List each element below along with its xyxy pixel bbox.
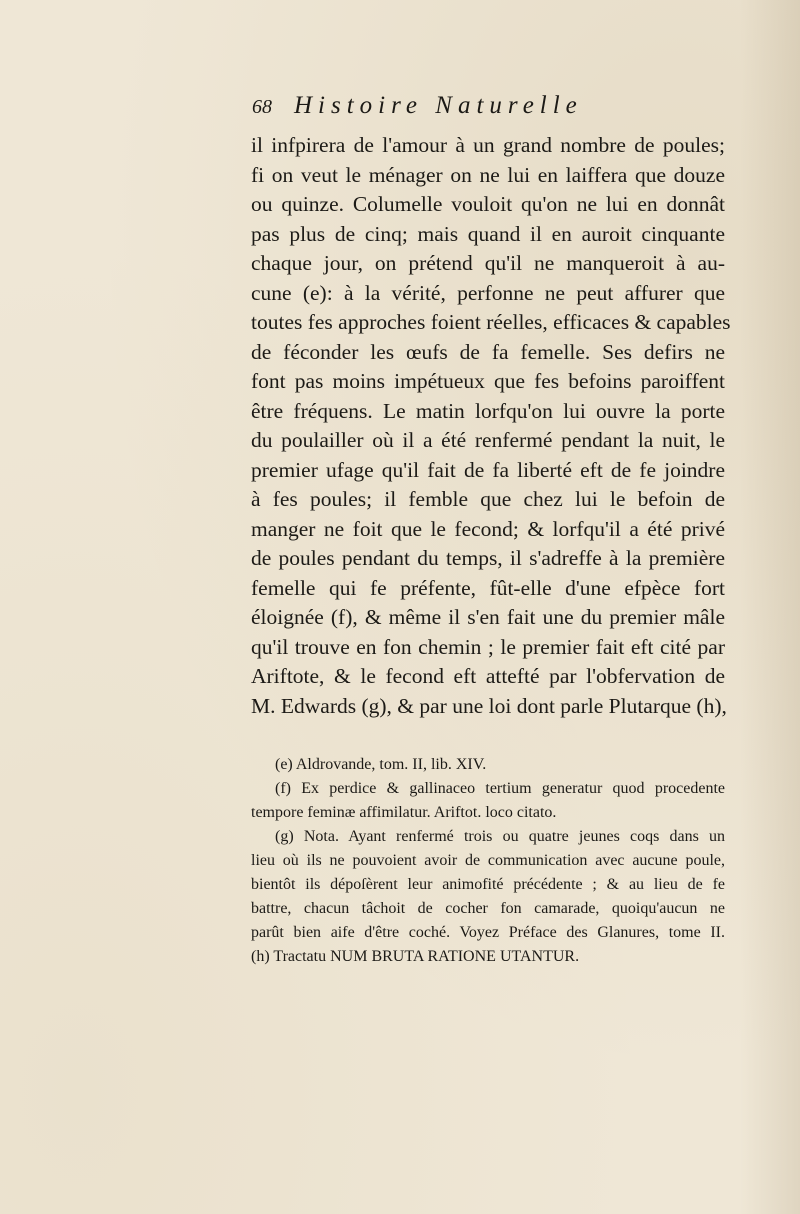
page-edge-shadow [740,0,800,1214]
text-line: pas plus de cinq; mais quand il en auroit cinquante [251,221,725,246]
footnote-e: (e) Aldrovande, tom. II, lib. XIV. [275,756,487,773]
footnote-g-cont: lieu où ils ne pouvoient avoir de communication avec aucune poule, [251,852,725,869]
page-header [252,92,722,128]
text-line: Ariftote, & le fecond eft attefté par l'obfervation de [251,664,725,688]
text-line: manger ne foit que le fecond; & lorfqu'il a été privé [251,516,725,541]
text-line: premier ufage qu'il fait de fa liberté eft de fe joindre [251,457,725,482]
text-line: fi on veut le ménager on ne lui en laiffera que douze [251,162,725,187]
footnote-g-cont: bientôt ils dépoſèrent leur animofité précédente ; & au lieu de fe [251,876,725,893]
footnote-g: (g) Nota. Ayant renfermé trois ou quatre jeunes coqs dans un [275,828,725,845]
main-text [251,131,731,721]
text-line: être fréquens. Le matin lorfqu'on lui ouvre la porte [251,398,725,423]
text-line: toutes fes approches foient réelles, efficaces & capables [251,310,731,334]
footnotes [251,753,725,969]
text-line: ou quinze. Columelle vouloit qu'on ne lui en donnât [251,192,725,216]
text-line: il infpirera de l'amour à un grand nombre de poules; [251,133,725,157]
text-line: M. Edwards (g), & par une loi dont parle Plutarque (h), [251,693,727,718]
footnote-f: (f) Ex perdice & gallinaceo tertium generatur quod procedente [275,780,725,797]
text-line: cune (e): à la vérité, perfonne ne peut affurer que [251,280,725,305]
text-line: de poules pendant du temps, il s'adreffe à la première [251,546,725,570]
footnote-g-cont: battre, chacun tâchoit de cocher fon camarade, quoiqu'aucun ne [251,900,725,917]
page-number: 68 [252,96,272,118]
text-line: à fes poules; il femble que chez lui le befoin de [251,487,725,511]
footnote-f-cont: tempore feminæ affimilatur. Ariftot. loco citato. [251,804,557,821]
text-line: femelle qui fe préfente, fût-elle d'une efpèce fort [251,575,725,600]
text-line: font pas moins impétueux que fes befoins paroiffent [251,369,725,393]
running-title: Histoire Naturelle [294,92,583,119]
text-line: éloignée (f), & même il s'en fait une du premier mâle [251,605,725,629]
footnote-h: (h) Tractatu NUM BRUTA RATIONE UTANTUR. [251,948,580,965]
text-line: qu'il trouve en fon chemin ; le premier fait eft cité par [251,634,725,659]
text-line: du poulailler où il a été renfermé pendant la nuit, le [251,428,725,452]
text-line: de féconder les œufs de fa femelle. Ses defirs ne [251,339,725,364]
footnote-g-cont: parût bien aife d'être coché. Voyez Préface des Glanures, tome II. [251,924,725,941]
text-line: chaque jour, on prétend qu'il ne manqueroit à au- [251,251,725,275]
